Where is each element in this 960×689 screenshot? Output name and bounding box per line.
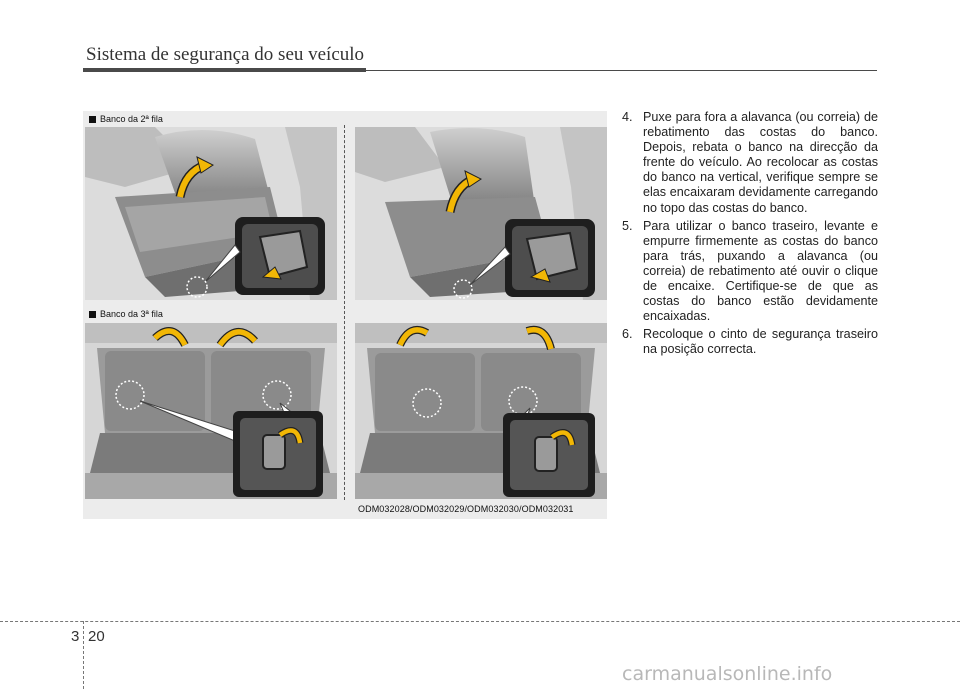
footer-divider <box>83 621 84 689</box>
illustration-third-row-fold-right <box>355 323 607 499</box>
step-text: Recoloque o cinto de segurança traseiro na posição correcta. <box>643 327 878 357</box>
cargo-area-illustration <box>355 323 607 499</box>
page-number: 20 <box>88 628 105 645</box>
step-number: 5. <box>622 218 633 233</box>
footer-rule <box>0 621 960 622</box>
figure-divider <box>344 125 345 500</box>
list-item <box>622 110 878 216</box>
list-item <box>622 219 878 325</box>
instruction-steps <box>622 110 878 361</box>
watermark: carmanualsonline.info <box>622 663 833 685</box>
step-number: 6. <box>622 327 633 342</box>
figure-reference-code: ODM032028/ODM032029/ODM032030/ODM032031 <box>358 504 574 514</box>
chapter-number: 3 <box>71 628 80 645</box>
caption-bullet-icon <box>89 116 96 123</box>
caption-second-row-label: Banco da 2ª fila <box>100 114 163 124</box>
seat-interior-illustration <box>85 127 337 300</box>
step-number: 4. <box>622 110 633 124</box>
header-rule-thin <box>366 70 877 71</box>
caption-third-row-label: Banco da 3ª fila <box>100 309 163 319</box>
seat-interior-illustration <box>355 127 607 300</box>
cargo-area-illustration <box>85 323 337 499</box>
illustration-third-row-fold-left <box>85 323 337 499</box>
caption-second-row <box>89 114 163 124</box>
step-text: Puxe para fora a alavanca (ou correia) de rebatimento das costas do banco. Depois, rebata o banco na direcção da frente do veículo. Ao recolocar as costas do banco na vertical, verifique sempre se elas encaixaram devidamente carregando no topo das costas do banco. <box>643 110 878 215</box>
page-header-title: Sistema de segurança do seu veículo <box>86 44 365 65</box>
illustration-second-row-fold-right <box>355 127 607 300</box>
caption-third-row <box>89 309 163 319</box>
step-text: Para utilizar o banco traseiro, levante e empurre firmemente as costas do banco para trás, puxando a alavanca (ou correia) de rebatimento até ouvir o clique de encaixe. Certifique-se de que as costas do banco estão devidamente encaixadas. <box>643 218 878 324</box>
caption-bullet-icon <box>89 311 96 318</box>
header-rule-thick <box>83 68 366 72</box>
illustration-second-row-fold-left <box>85 127 337 300</box>
list-item <box>622 327 878 357</box>
